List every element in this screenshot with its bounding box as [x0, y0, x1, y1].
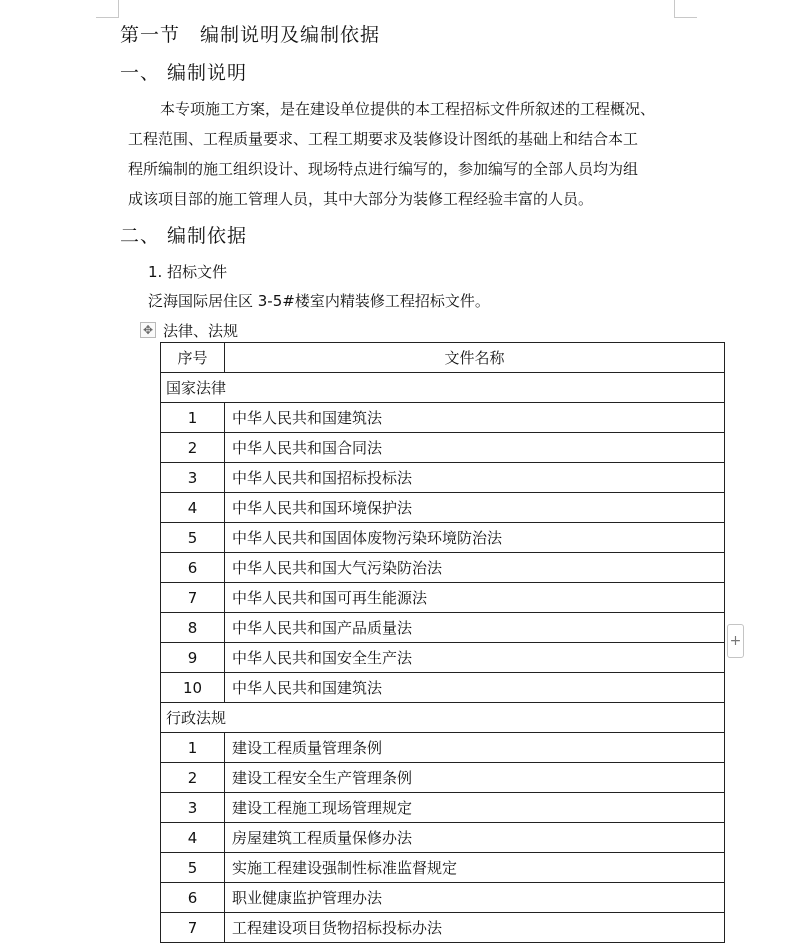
row-name: 房屋建筑工程质量保修办法 [225, 823, 725, 853]
header-name: 文件名称 [225, 343, 725, 373]
row-name: 职业健康监护管理办法 [225, 883, 725, 913]
group-row [161, 703, 725, 733]
row-name: 实施工程建设强制性标准监督规定 [225, 853, 725, 883]
row-name: 中华人民共和国产品质量法 [225, 613, 725, 643]
table-row [161, 433, 725, 463]
move-arrows-icon: ✥ [142, 323, 154, 337]
plus-icon: + [729, 633, 742, 649]
row-name: 中华人民共和国建筑法 [225, 403, 725, 433]
table-row [161, 883, 725, 913]
table-row [161, 583, 725, 613]
table-row [161, 613, 725, 643]
row-name: 中华人民共和国安全生产法 [225, 643, 725, 673]
intro-paragraph [120, 94, 680, 214]
page-margin-corner-left [96, 0, 119, 18]
heading-compilation-notes: 一、 编制说明 [120, 62, 248, 84]
row-name: 中华人民共和国环境保护法 [225, 493, 725, 523]
row-no: 10 [161, 673, 225, 703]
row-name: 建设工程质量管理条例 [225, 733, 725, 763]
row-no: 5 [161, 523, 225, 553]
table-row [161, 523, 725, 553]
header-no: 序号 [161, 343, 225, 373]
row-no: 7 [161, 913, 225, 943]
row-no: 4 [161, 493, 225, 523]
row-no: 8 [161, 613, 225, 643]
table-row [161, 763, 725, 793]
row-name: 中华人民共和国招标投标法 [225, 463, 725, 493]
intro-line: 成该项目部的施工管理人员，其中大部分为装修工程经验丰富的人员。 [128, 190, 594, 208]
table-row [161, 913, 725, 943]
row-no: 2 [161, 763, 225, 793]
row-no: 3 [161, 793, 225, 823]
group-title: 行政法规 [161, 703, 725, 733]
table-row [161, 853, 725, 883]
table-row [161, 793, 725, 823]
row-name: 建设工程安全生产管理条例 [225, 763, 725, 793]
row-no: 5 [161, 853, 225, 883]
row-name: 中华人民共和国合同法 [225, 433, 725, 463]
table-header-row [161, 343, 725, 373]
row-name: 中华人民共和国可再生能源法 [225, 583, 725, 613]
row-no: 9 [161, 643, 225, 673]
intro-line: 工程范围、工程质量要求、工程工期要求及装修设计图纸的基础上和结合本工 [128, 130, 639, 148]
item-tender-documents-text: 泛海国际居住区 3-5#楼室内精装修工程招标文件。 [148, 292, 490, 310]
intro-line: 程所编制的施工组织设计、现场特点进行编写的，参加编写的全部人员均为组 [128, 160, 639, 178]
group-row [161, 373, 725, 403]
item-laws-title: 法律、法规 [163, 322, 239, 340]
row-no: 2 [161, 433, 225, 463]
table-row [161, 463, 725, 493]
row-no: 7 [161, 583, 225, 613]
table-row [161, 493, 725, 523]
row-name: 中华人民共和国建筑法 [225, 673, 725, 703]
row-no: 6 [161, 553, 225, 583]
row-no: 6 [161, 883, 225, 913]
intro-line: 本专项施工方案，是在建设单位提供的本工程招标文件所叙述的工程概况、 [160, 100, 656, 118]
table-row [161, 823, 725, 853]
row-name: 中华人民共和国大气污染防治法 [225, 553, 725, 583]
row-name: 中华人民共和国固体废物污染环境防治法 [225, 523, 725, 553]
row-name: 工程建设项目货物招标投标办法 [225, 913, 725, 943]
table-row [161, 673, 725, 703]
table-row [161, 643, 725, 673]
group-title: 国家法律 [161, 373, 725, 403]
item-tender-documents-title: 1. 招标文件 [148, 263, 228, 281]
row-no: 1 [161, 403, 225, 433]
page-margin-corner-right [674, 0, 697, 18]
row-no: 4 [161, 823, 225, 853]
row-no: 3 [161, 463, 225, 493]
table-move-handle[interactable] [140, 322, 156, 338]
heading-compilation-basis: 二、 编制依据 [120, 225, 248, 247]
table-row [161, 403, 725, 433]
table-row [161, 733, 725, 763]
laws-table [160, 342, 725, 943]
row-name: 建设工程施工现场管理规定 [225, 793, 725, 823]
table-row [161, 553, 725, 583]
add-column-button[interactable] [727, 624, 744, 658]
section-title: 第一节 编制说明及编制依据 [120, 24, 381, 46]
row-no: 1 [161, 733, 225, 763]
